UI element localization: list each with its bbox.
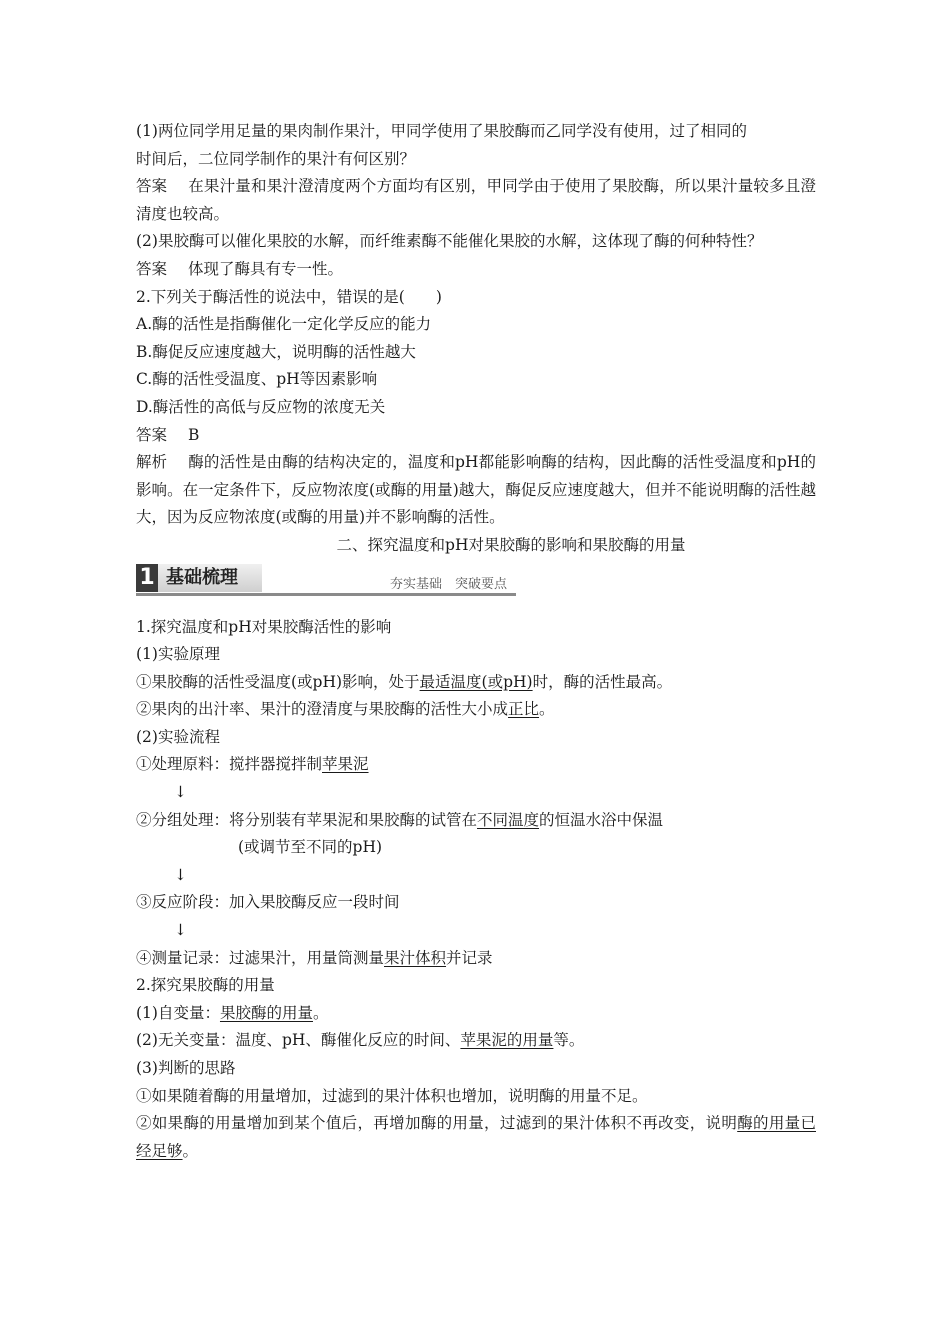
principle-2 (136, 696, 816, 724)
flow-step-4-post: 并记录 (446, 948, 493, 967)
flow-step-2-pre: ②分组处理：将分别装有苹果泥和果胶酶的试管在 (136, 810, 478, 829)
mcq-option-a: A.酶的活性是指酶催化一定化学反应的能力 (136, 315, 432, 334)
flow-step-1-blank: 苹果泥 (322, 755, 369, 774)
answer-label: 答案 (136, 259, 168, 278)
mcq-analysis (136, 449, 816, 532)
mcq-option-b: B.酶促反应速度越大，说明酶的活性越大 (136, 342, 416, 361)
flow-step-1 (136, 751, 816, 779)
cv-blank: 苹果泥的用量 (460, 1031, 554, 1050)
logic-2 (136, 1110, 816, 1165)
q1-line1: (1)两位同学用足量的果肉制作果汁，甲同学使用了果胶酶而乙同学没有使用，过了相同的 (136, 122, 747, 140)
iv-pre: (1)自变量： (136, 1003, 220, 1022)
q2-answer-text: 体现了酶具有专一性。 (188, 259, 344, 278)
logic-2-pre: ②如果酶的用量增加到某个值后，再增加酶的用量，过滤到的果汁体积不再改变，说明 (136, 1114, 738, 1133)
mcq-answer (136, 422, 816, 450)
section-heading: 二、探究温度和pH对果胶酶的影响和果胶酶的用量 (336, 535, 686, 554)
principle-1-pre: ①果胶酶的活性受温度(或pH)影响，处于 (136, 672, 420, 691)
cv-pre: (2)无关变量：温度、pH、酶催化反应的时间、 (136, 1031, 461, 1050)
principle-title: (1)实验原理 (136, 645, 220, 664)
principle-1-post: 时，酶的活性最高。 (532, 672, 673, 691)
flow-step-1-pre: ①处理原料：搅拌器搅拌制 (136, 755, 323, 774)
principle-1-blank: 最适温度(或pH) (419, 672, 533, 691)
q2-question: (2)果胶酶可以催化果胶的水解，而纤维素酶不能催化果胶的水解，这体现了酶的何种特性？ (136, 232, 763, 251)
down-arrow-icon: ↓ (174, 921, 187, 940)
mcq-option-c: C.酶的活性受温度、pH等因素影响 (136, 370, 378, 389)
iv-blank: 果胶酶的用量 (219, 1003, 313, 1022)
iv-post: 。 (312, 1003, 329, 1022)
section-banner (136, 562, 816, 598)
principle-2-post: 。 (539, 700, 555, 719)
logic-2-blank: 酶的用量已经足够 (136, 1114, 816, 1160)
part2-title: 2.探究果胶酶的用量 (136, 976, 275, 995)
flow-step-2-post: 的恒温水浴中保温 (539, 810, 664, 829)
page-content (136, 118, 816, 1165)
answer-label: 答案 (136, 425, 168, 444)
principle-2-pre: ②果肉的出汁率、果汁的澄清度与果胶酶的活性大小成 (136, 700, 509, 719)
analysis-label: 解析 (136, 453, 168, 472)
flow-step-4 (136, 945, 816, 973)
q1-answer (136, 173, 816, 228)
answer-label: 答案 (136, 177, 168, 196)
flow-step-4-pre: ④测量记录：过滤果汁，用量筒测量 (136, 948, 385, 967)
principle-2-blank: 正比 (508, 700, 540, 719)
mcq-answer-value: B (188, 425, 200, 444)
flow-step-2-blank: 不同温度 (477, 810, 540, 829)
flow-step-4-blank: 果汁体积 (384, 948, 447, 967)
flow-step-3: ③反应阶段：加入果胶酶反应一段时间 (136, 893, 400, 912)
logic-2-post: 。 (182, 1141, 199, 1160)
mcq-option-d: D.酶活性的高低与反应物的浓度无关 (136, 397, 386, 416)
down-arrow-icon: ↓ (174, 865, 187, 884)
mcq-stem: 2.下列关于酶活性的说法中，错误的是( ) (136, 287, 442, 306)
logic-1: ①如果随着酶的用量增加，过滤到的果汁体积也增加，说明酶的用量不足。 (136, 1086, 648, 1105)
flow-step-2-note: (或调节至不同的pH) (238, 838, 383, 857)
banner-subtitle: 夯实基础 突破要点 (390, 576, 508, 592)
mcq-analysis-text: 酶的活性是由酶的结构决定的，温度和pH都能影响酶的结构，因此酶的活性受温度和pH的影响。在一定条件下，反应物浓度(或酶的用量)越大，酶促反应速度越大，但并不能说明酶的活性越大，因为反应物浓度(或酶的用量)并不影响酶的活性。 (136, 453, 816, 527)
q1-answer-text: 在果汁量和果汁澄清度两个方面均有区别，甲同学由于使用了果胶酶，所以果汁量较多且澄清度也较高。 (136, 177, 816, 223)
independent-variable (136, 1000, 816, 1028)
flow-title: (2)实验流程 (136, 727, 220, 746)
principle-1 (136, 669, 816, 697)
logic-title: (3)判断的思路 (136, 1059, 236, 1077)
cv-post: 等。 (553, 1031, 585, 1050)
banner-number: 1 (136, 564, 158, 592)
q1-line2: 时间后，二位同学制作的果汁有何区别？ (136, 149, 416, 168)
down-arrow-icon: ↓ (174, 783, 187, 802)
banner-title: 基础梳理 (166, 566, 238, 588)
part1-title: 1.探究温度和pH对果胶酶活性的影响 (136, 617, 392, 636)
q2-answer (136, 256, 816, 284)
flow-step-2 (136, 807, 816, 835)
controlled-variables (136, 1027, 816, 1055)
